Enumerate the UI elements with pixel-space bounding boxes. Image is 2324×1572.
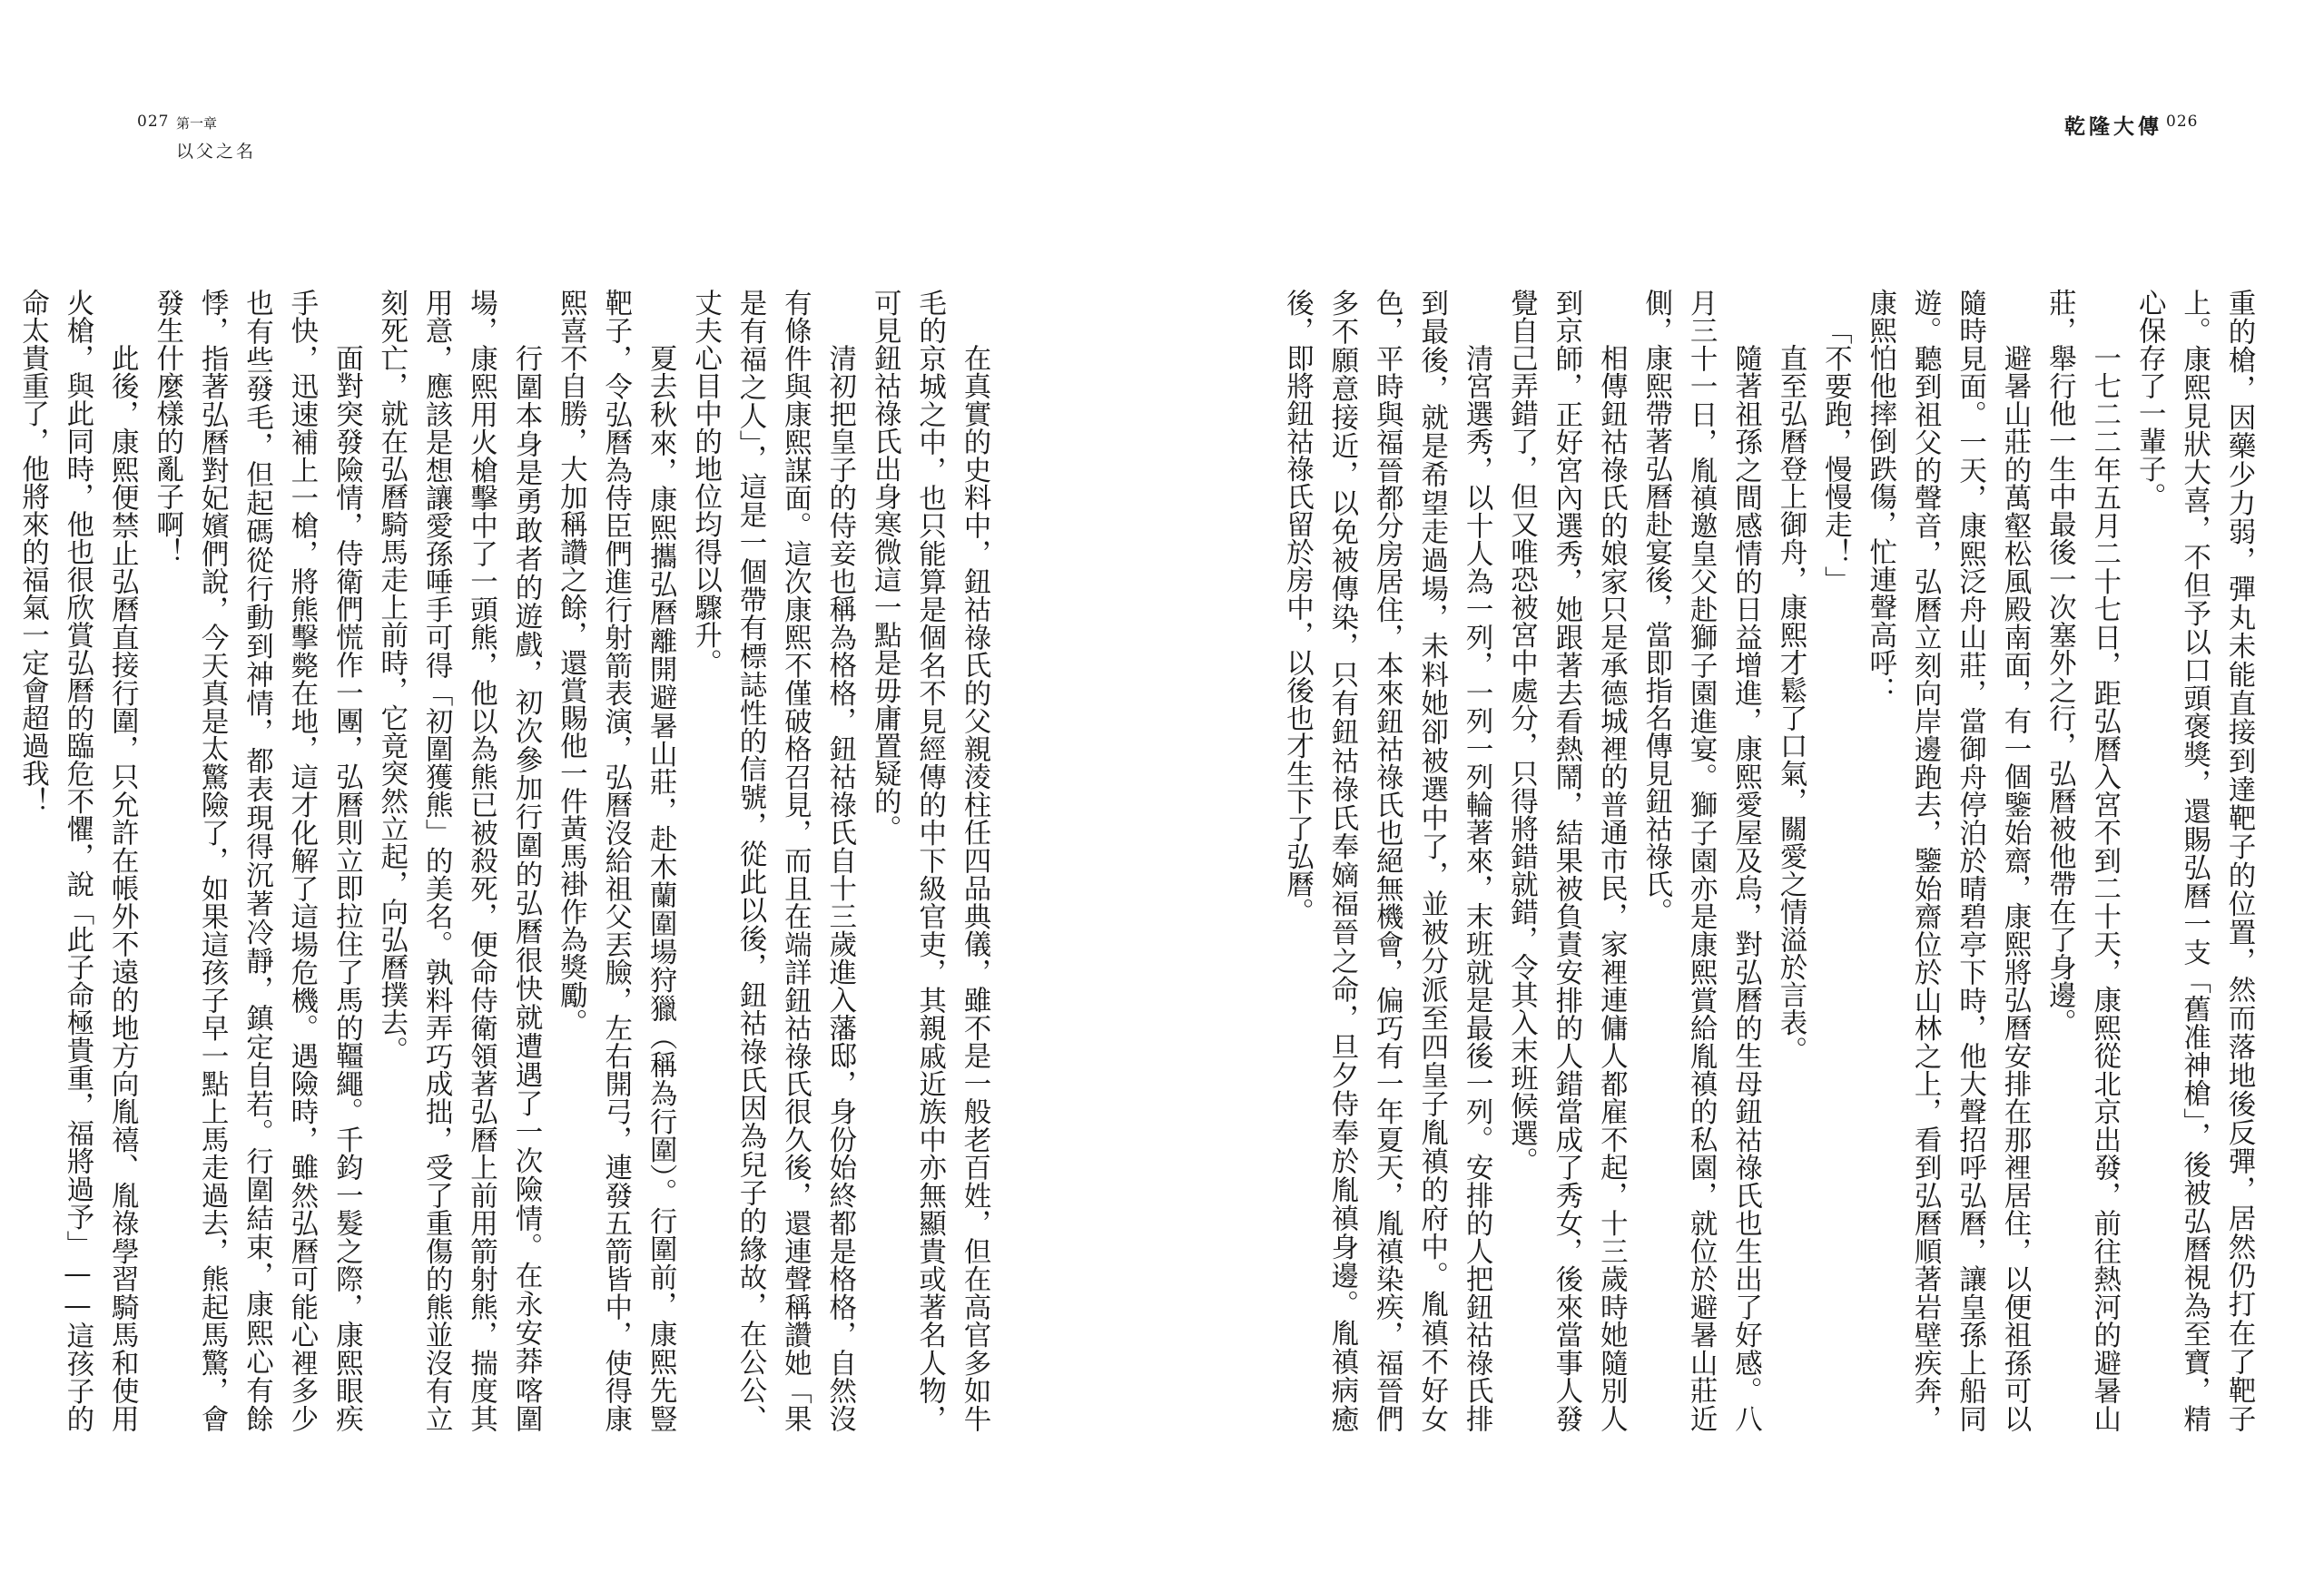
paragraph: 行圍本身是勇敢者的遊戲，初次參加行圍的弘曆很快就遭遇了一次險情。在永安莽喀圍場，康熙用火槍擊中了一頭熊，他以為熊已被殺死，便命侍衛領著弘曆上前用箭射熊，揣度其用意，應該是想讓愛孫唾手可得「初圍獲熊」的美名。孰料弄巧成拙，受了重傷的熊並沒有立刻死亡，就在弘曆騎馬走上前時，它竟突然立起，向弘曆撲去。 xyxy=(375,289,542,1432)
paragraph: 清初把皇子的侍妾也稱為格格，鈕祜祿氏自十三歲進入藩邸，身份始終都是格格，自然沒有條件與康熙謀面。這次康熙不僅破格召見，而且在端詳鈕祜祿氏很久後，還連聲稱讚她「果是有福之人」，這是一個帶有標誌性的信號，從此以後，鈕祜祿氏因為兒子的緣故，在公公、丈夫心目中的地位均得以驟升。 xyxy=(689,289,856,1432)
paragraph: 面對突發險情，侍衛們慌作一團，弘曆則立即拉住了馬的韁繩。千鈞一髮之際，康熙眼疾手快，迅速補上一槍，將熊擊斃在地，這才化解了這場危機。遇險時，雖然弘曆可能心裡多少也有些發毛，但起碼從行動到神情，都表現得沉著冷靜，鎮定自若。行圍結束，康熙心有餘悸，指著弘曆對妃嬪們說，今天真是太驚險了，如果這孩子早一點上馬走過去，熊起馬驚，會發生什麼樣的亂子啊！ xyxy=(151,289,363,1432)
quote-paragraph: 「不要跑，慢慢走！」 xyxy=(1819,316,1852,594)
paragraph: 隨著祖孫之間感情的日益增進，康熙愛屋及烏，對弘曆的生母鈕祜祿氏也生出了好感。八月三十一日，胤禛邀皇父赴獅子園進宴。獅子園亦是康熙賞給胤禛的私園，就位於避暑山莊近側，康熙帶著弘曆赴宴後，當即指名傳見鈕祜祿氏。 xyxy=(1640,289,1762,1432)
paragraph: 重的槍，因藥少力弱，彈丸未能直接到達靶子的位置，然而落地後反彈，居然仍打在了靶子上。康熙見狀大喜，不但予以口頭褒獎，還賜弘曆一支「舊准神槍」，後被弘曆視為至寶，精心保存了一輩子。 xyxy=(2133,289,2255,1432)
chapter-label: 第一章 xyxy=(176,115,218,132)
paragraph: 一七二二年五月二十七日，距弘曆入宮不到二十天，康熙從北京出發，前往熱河的避暑山莊，舉行他一生中最後一次塞外之行，弘曆被他帶在了身邊。 xyxy=(2043,289,2121,1432)
paragraph: 在真實的史料中，鈕祜祿氏的父親淩柱任四品典儀，雖不是一般老百姓，但在高官多如牛毛的京城之中，也只能算是個名不見經傳的中下級官吏，其親戚近族中亦無顯貴或著名人物，可見鈕祜祿氏出身寒微這一點是毋庸置疑的。 xyxy=(869,289,990,1432)
paragraph: 直至弘曆登上御舟，康熙才鬆了口氣，關愛之情溢於言表。 xyxy=(1774,344,1807,1064)
page-number: 026 xyxy=(2166,113,2199,131)
right-page xyxy=(1162,0,2324,1572)
body-text xyxy=(16,289,997,1432)
paragraph: 相傳鈕祜祿氏的娘家只是承德城裡的普通市民，家裡連傭人都雇不起，十三歲時她隨別人到京師，正好宮內選秀，她跟著去看熱鬧，結果被負責安排的人錯當成了秀女，後來當事人發覺自己弄錯了，但又唯恐被宮中處分，只得將錯就錯，令其入末班候選。 xyxy=(1505,289,1628,1432)
paragraph: 夏去秋來，康熙攜弘曆離開避暑山莊，赴木蘭圍場狩獵（稱為行圍）。行圍前，康熙先豎靶子，令弘曆為侍臣們進行射箭表演，弘曆沒給祖父丟臉，左右開弓，連發五箭皆中，使得康熙喜不自勝，大加稱讚之餘，還賞賜他一件黃馬褂作為獎勵。 xyxy=(555,289,677,1432)
page-number: 027 xyxy=(137,113,170,131)
section-title: 以父之名 xyxy=(176,142,257,162)
paragraph: 避暑山莊的萬壑松風殿南面，有一個鑒始齋，康熙將弘曆安排在那裡居住，以便祖孫可以隨時見面。一天，康熙泛舟山莊，當御舟停泊於晴碧亭下時，他大聲招呼弘曆，讓皇孫上船同遊。聽到祖父的聲音，弘曆立刻向岸邊跑去，鑒始齋位於山林之上，看到弘曆順著岩壁疾奔，康熙怕他摔倒跌傷，忙連聲高呼： xyxy=(1864,289,2031,1432)
body-text xyxy=(1281,289,2261,1432)
paragraph: 清宮選秀，以十人為一列，一列一列輪著來，末班就是最後一列。安排的人把鈕祜祿氏排到最後，就是希望走過場，未料她卻被選中了，並被分派至四皇子胤禛的府中。胤禛不好女色，平時與福晉都分房居住，本來鈕祜祿氏也絕無機會，偏巧有一年夏天，胤禛染疾，福晉們多不願意接近，以免被傳染，只有鈕祜祿氏奉嫡福晉之命，旦夕侍奉於胤禛身邊。胤禛病癒後，即將鈕祜祿氏留於房中，以後也才生下了弘曆。 xyxy=(1281,289,1493,1432)
book-title: 乾隆大傳 xyxy=(2064,114,2162,139)
paragraph: 此後，康熙便禁止弘曆直接行圍，只允許在帳外不遠的地方向胤禧、胤祿學習騎馬和使用火槍，與此同時，他也很欣賞弘曆的臨危不懼，說「此子命極貴重，福將過予」——這孩子的命太貴重了，他將來的福氣一定會超過我！ xyxy=(16,289,139,1432)
